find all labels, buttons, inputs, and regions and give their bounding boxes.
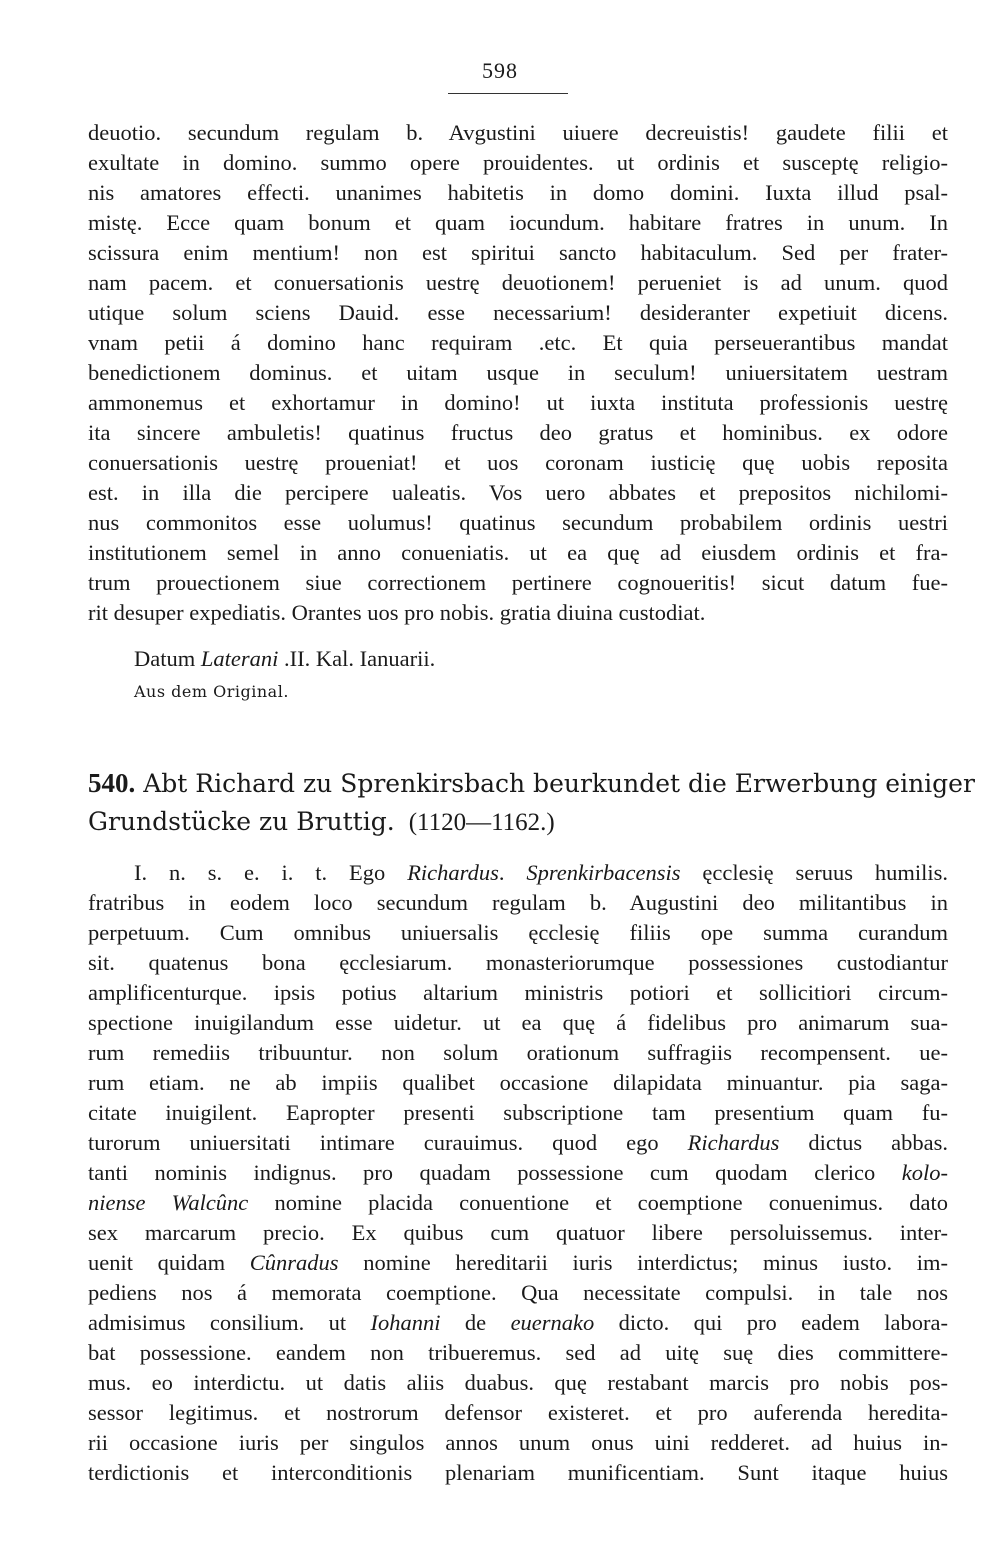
charter-text: admisimus consilium. ut <box>88 1310 371 1335</box>
charter-text: tanti nominis indignus. pro quadam possessione cum quodam clerico <box>88 1160 902 1185</box>
charter-line-8: rum etiam. ne ab impiis qualibet occasione dilapidata minuantur. pia saga- <box>88 1070 948 1095</box>
charter-line-12 <box>88 1188 948 1218</box>
charter-line-15: pediens nos á memorata coemptione. Qua necessitate compulsi. in tale nos <box>88 1280 948 1305</box>
charter-line-14 <box>88 1248 948 1278</box>
paragraph-line: nus commonitos esse uolumus! quatinus secundum probabilem ordinis uestri <box>88 510 948 535</box>
charter-line-21: terdictionis et interconditionis plenariam munificentiam. Sunt itaque huius <box>88 1460 948 1485</box>
page-number-rule <box>448 93 568 94</box>
paragraph-line: institutionem semel in anno conueniatis. ut ea quę ad eiusdem ordinis et fra- <box>88 540 948 565</box>
charter-text: nomine hereditarii iuris interdictus; minus iusto. im- <box>338 1250 948 1275</box>
heading-date: (1120—1162.) <box>408 809 555 836</box>
datum-suffix: .II. Kal. Ianuarii. <box>284 646 436 671</box>
charter-line-6: spectione inuigilandum esse uidetur. ut ea quę á fidelibus pro animarum sua- <box>88 1010 948 1035</box>
charter-line-9: citate inuigilent. Eapropter presenti subscriptione tam presentium quam fu- <box>88 1100 948 1125</box>
charter-line-7: rum remediis tribuuntur. non solum orationum suffragiis recompensent. ue- <box>88 1040 948 1065</box>
person-name: Richardus <box>687 1130 780 1155</box>
charter-line-13: sex marcarum precio. Ex quibus cum quatuor libere persoluissemus. inter- <box>88 1220 948 1245</box>
charter-text: turorum uniuersitati intimare curauimus. quod ego <box>88 1130 688 1155</box>
paragraph-line: trum prouectionem siue correctionem pertinere cognoueritis! sicut datum fue- <box>88 570 948 595</box>
heading-title-line2: Grundstücke zu Bruttig. <box>88 807 395 836</box>
source-note: Aus dem Original. <box>134 682 289 701</box>
person-name: Cûnradus <box>249 1250 339 1275</box>
charter-text: I. n. s. e. i. t. Ego <box>134 860 408 885</box>
place-name: Sprenkirbacensis <box>526 860 681 885</box>
charter-text: de <box>440 1310 511 1335</box>
charter-line-19: sessor legitimus. et nostrorum defensor existeret. et pro auferenda heredita- <box>88 1400 948 1425</box>
charter-line-4: sit. quatenus bona ęcclesiarum. monasteriorumque possessiones custodiantur <box>88 950 948 975</box>
paragraph-line: ita sincere ambuletis! quatinus fructus deo gratus et hominibus. ex odore <box>88 420 948 445</box>
person-name: Iohanni <box>370 1310 441 1335</box>
datum-prefix: Datum <box>134 646 196 671</box>
paragraph-line: conuersationis uestrę proueniat! et uos coronam iusticię quę uobis reposita <box>88 450 948 475</box>
charter-line-11 <box>88 1158 948 1188</box>
charter-text: dictus abbas. <box>779 1130 948 1155</box>
page-number: 598 <box>482 58 518 83</box>
charter-line-16 <box>88 1308 948 1338</box>
paragraph-line: ammonemus et exhortamur in domino! ut iuxta instituta professionis uestrę <box>88 390 948 415</box>
charter-line-3: perpetuum. Cum omnibus uniuersalis ęcclesię filiis ope summa curandum <box>88 920 948 945</box>
heading-title-line1: Abt Richard zu Sprenkirsbach beurkundet die Erwerbung einiger <box>143 769 975 798</box>
person-name: Richardus <box>407 860 499 885</box>
paragraph-line: exultate in domino. summo opere prouidentes. ut ordinis et susceptę religio- <box>88 150 948 175</box>
charter-text: nomine placida conuentione et coemptione conuenimus. dato <box>248 1190 949 1215</box>
paragraph-line: nam pacem. et conuersationis uestrę deuotionem! perueniet is ad unum. quod <box>88 270 948 295</box>
paragraph-line: est. in illa die percipere ualeatis. Vos uero abbates et prepositos nichilomi- <box>88 480 948 505</box>
charter-text: . <box>498 860 527 885</box>
place-name: niense <box>88 1190 146 1215</box>
charter-text <box>145 1190 171 1215</box>
charter-text: ęcclesię seruus humilis. <box>680 860 948 885</box>
document-heading-line2 <box>88 805 948 840</box>
paragraph-line: utique solum sciens Dauid. esse necessarium! desideranter expetiuit dicens. <box>88 300 948 325</box>
paragraph-line: deuotio. secundum regulam b. Avgustini uiuere decreuistis! gaudete filii et <box>88 120 948 145</box>
charter-line-18: mus. eo interdictu. ut datis aliis duabus. quę restabant marcis pro nobis pos- <box>88 1370 948 1395</box>
charter-line-1 <box>134 858 948 888</box>
paragraph-line: benedictionem dominus. et uitam usque in seculum! uniuersitatem uestram <box>88 360 948 385</box>
charter-line-5: amplificenturque. ipsis potius altarium ministris potiori et sollicitiori circum- <box>88 980 948 1005</box>
document-number: 540. <box>88 768 136 798</box>
charter-line-2: fratribus in eodem loco secundum regulam b. Augustini deo militantibus in <box>88 890 948 915</box>
charter-line-20: rii occasione iuris per singulos annos unum onus uini redderet. ad huius in- <box>88 1430 948 1455</box>
paragraph-line: rit desuper expediatis. Orantes uos pro nobis. gratia diuina custodiat. <box>88 600 706 625</box>
document-heading <box>88 766 975 801</box>
datum-place: Laterani <box>200 646 279 671</box>
charter-line-10 <box>88 1128 948 1158</box>
person-name: Walcûnc <box>171 1190 249 1215</box>
datum-line <box>134 644 948 674</box>
place-name: euernako <box>510 1310 595 1335</box>
paragraph-line: nis amatores effecti. unanimes habitetis in domo domini. Iuxta illud psal- <box>88 180 948 205</box>
paragraph-line: mistę. Ecce quam bonum et quam iocundum. habitare fratres in unum. In <box>88 210 948 235</box>
charter-text: uenit quidam <box>88 1250 250 1275</box>
paragraph-line: vnam petii á domino hanc requiram .etc. Et quia perseuerantibus mandat <box>88 330 948 355</box>
charter-text: dicto. qui pro eadem labora- <box>594 1310 948 1335</box>
place-name: kolo- <box>901 1160 948 1185</box>
charter-line-17: bat possessione. eandem non tribueremus. sed ad uitę suę dies committere- <box>88 1340 948 1365</box>
paragraph-line: scissura enim mentium! non est spiritui sancto habitaculum. Sed per frater- <box>88 240 948 265</box>
